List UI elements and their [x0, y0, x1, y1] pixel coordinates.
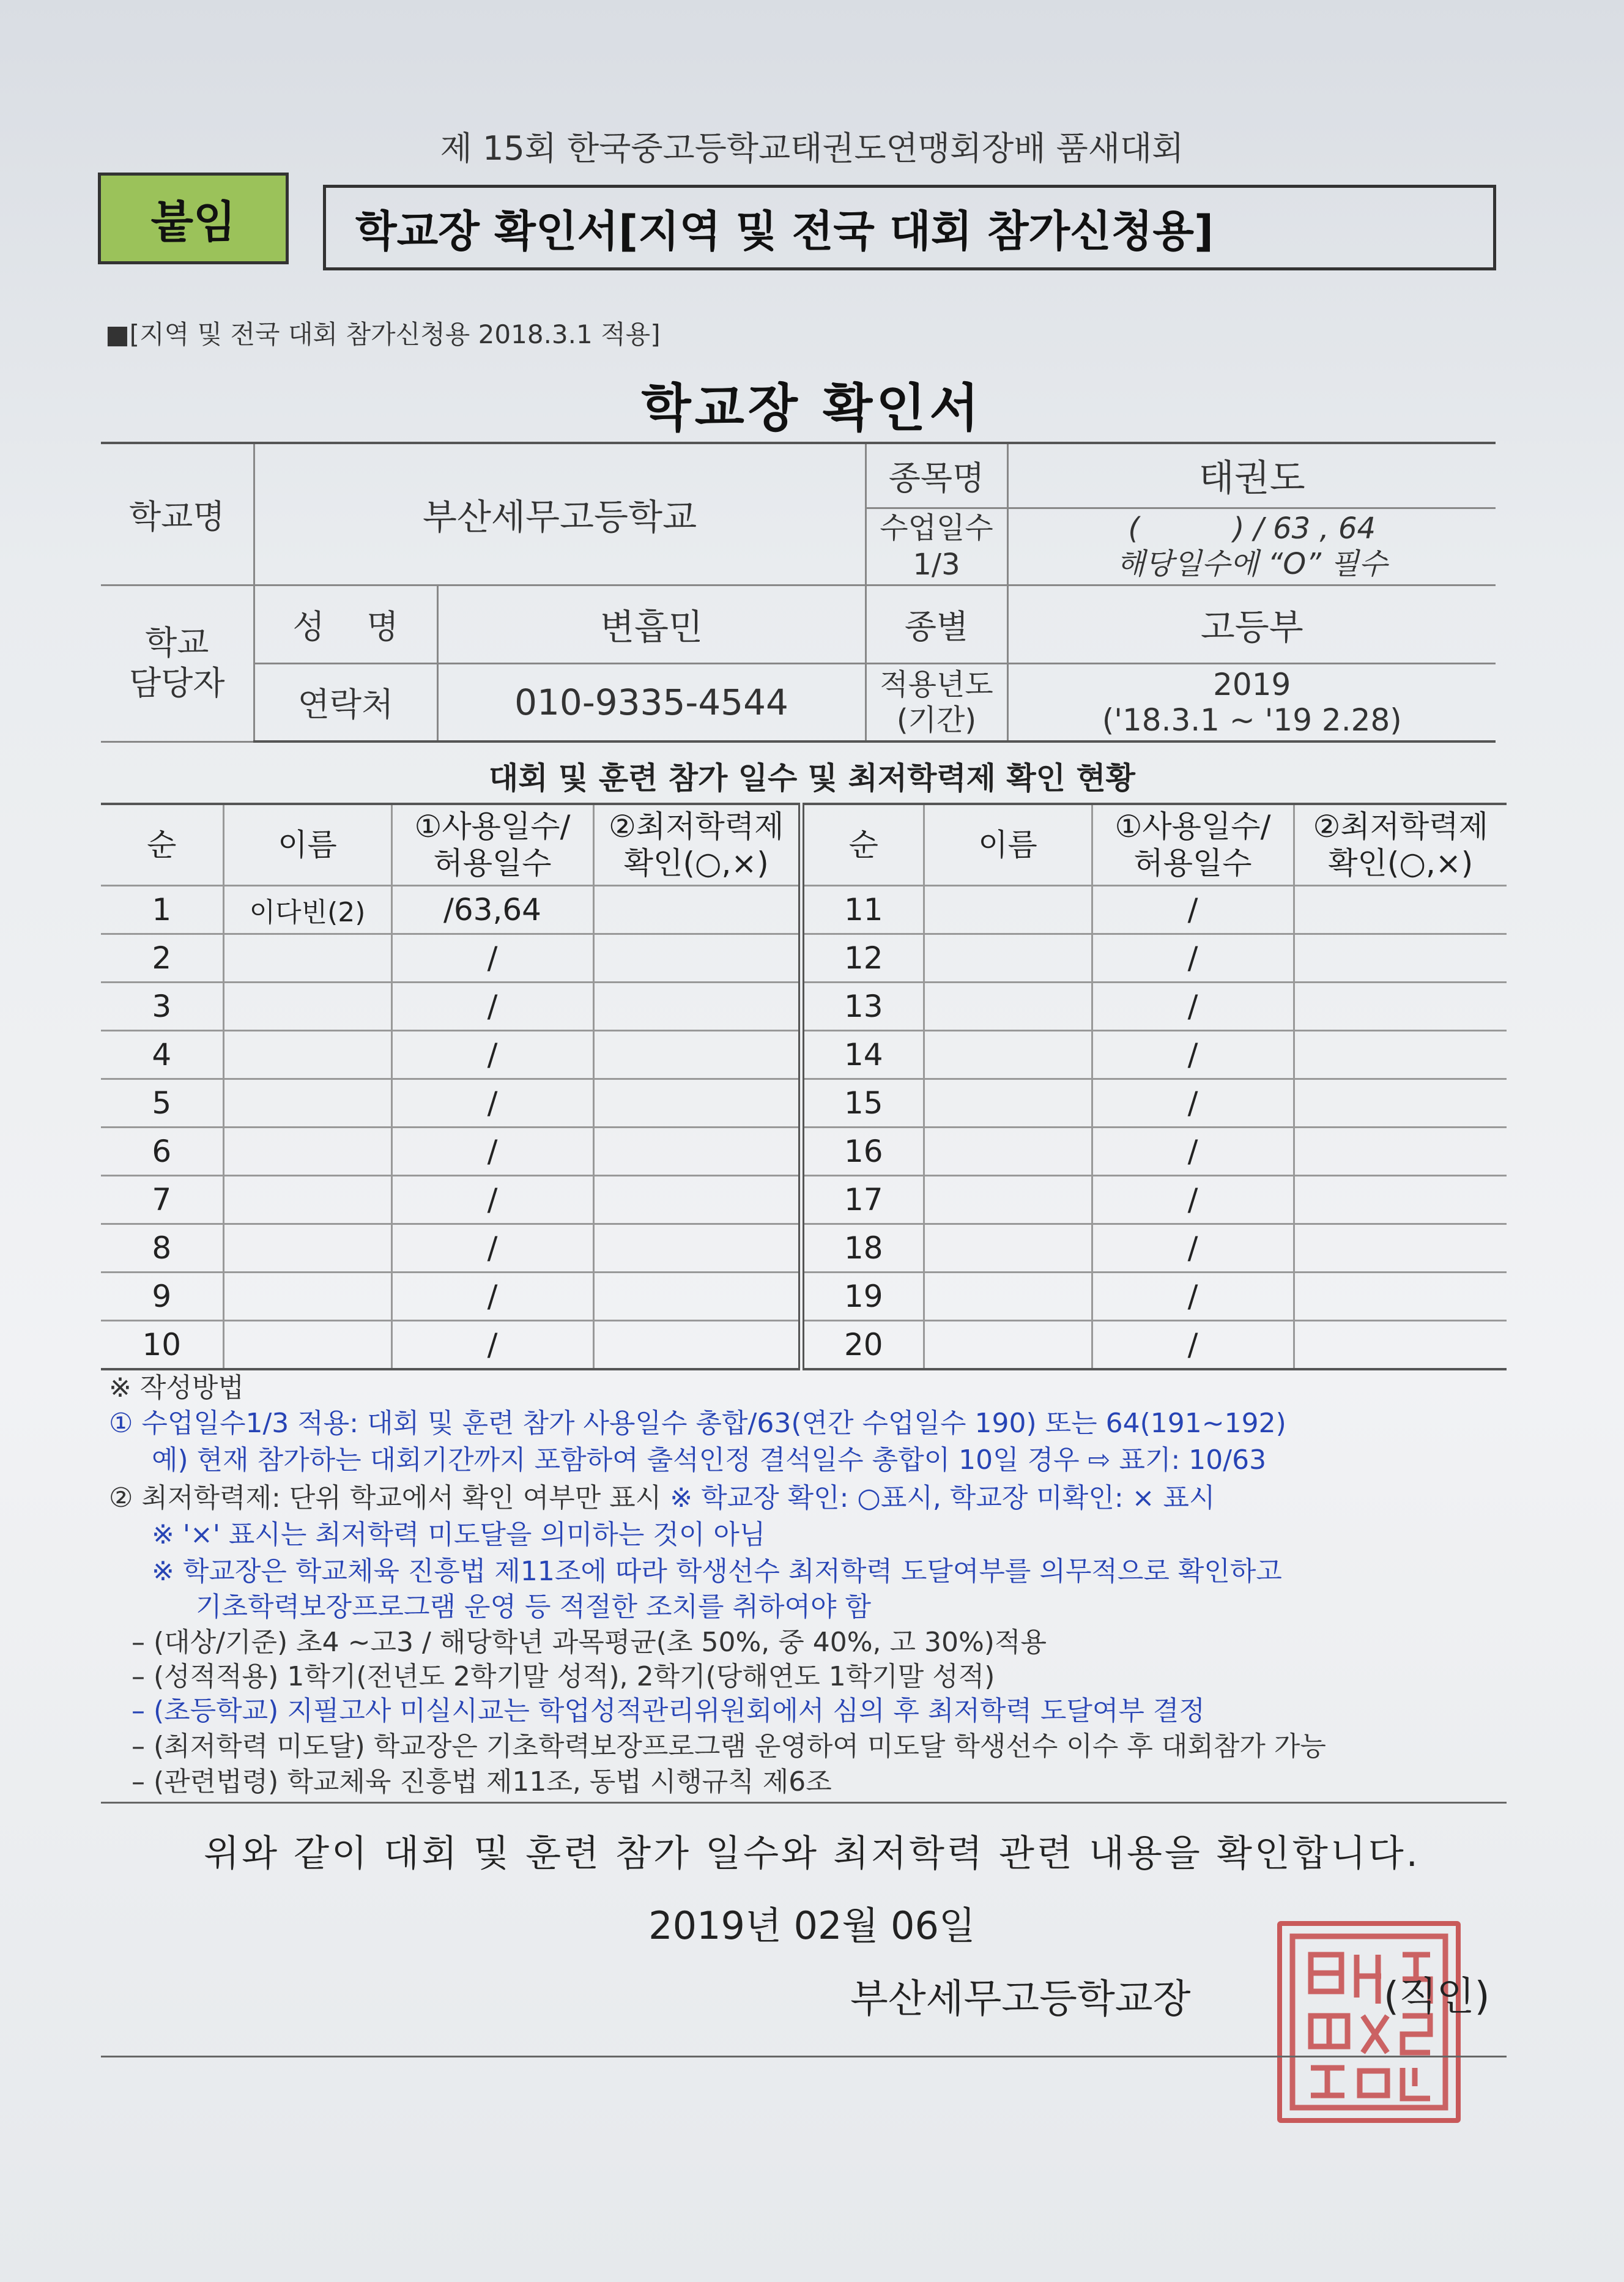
attachment-tag: 붙임: [98, 173, 289, 264]
col-days-right-l2: 허용일수: [1133, 846, 1252, 881]
roster-left-no-cell: 9: [101, 1273, 223, 1321]
roster-right-check-cell: [1294, 1224, 1507, 1273]
table-row: [101, 1273, 1507, 1321]
principal-name: 부산세무고등학교장: [850, 1977, 1191, 2022]
col-name: 이름: [223, 804, 391, 886]
roster-right-no-cell: 17: [801, 1176, 924, 1224]
roster-left-no-cell: 1: [101, 886, 223, 934]
roster-left-check-cell: [593, 1273, 801, 1321]
roster-left-check-cell: [593, 1224, 801, 1273]
roster-left-name-cell: [223, 983, 391, 1031]
roster-left-no-cell: 7: [101, 1176, 223, 1224]
class-days-note: 해당일수에 “O” 필수: [1116, 547, 1388, 581]
roster-right-name-cell: [924, 1031, 1092, 1079]
event-value: 태권도: [1007, 443, 1496, 508]
roster-right-days-cell: /: [1092, 934, 1294, 983]
col-check-right-l1: ②최저학력제: [1313, 809, 1488, 844]
instruction-line-4: ※ '×' 표시는 최저학력 미도달을 의미하는 것이 아님: [152, 1519, 766, 1550]
instruction-line-5: ※ 학교장은 학교체육 진흥법 제11조에 따라 학생선수 최저학력 도달여부를 의무적으로 확인하고: [152, 1556, 1282, 1587]
apply-year: 2019: [1213, 666, 1291, 702]
roster-left-days-cell: /: [391, 1031, 593, 1079]
division-label: 종별: [866, 585, 1007, 663]
document-title: 학교장 확인서: [641, 378, 983, 438]
applicability-note: ■[지역 및 전국 대회 참가신청용 2018.3.1 적용]: [105, 319, 661, 349]
roster-left-name-cell: [223, 1031, 391, 1079]
division-value: 고등부: [1007, 585, 1496, 663]
roster-left-name-cell: [223, 934, 391, 983]
roster-left-no-cell: 8: [101, 1224, 223, 1273]
col-days: [391, 804, 593, 886]
seal-label: (직인): [1384, 1974, 1490, 2020]
roster-right-no-cell: 15: [801, 1079, 924, 1128]
col-check: [593, 804, 801, 886]
roster-right-no-cell: 12: [801, 934, 924, 983]
roster-right-check-cell: [1294, 886, 1507, 934]
roster-right-check-cell: [1294, 1079, 1507, 1128]
roster-section-heading: 대회 및 훈련 참가 일수 및 최저학력제 확인 현황: [489, 760, 1135, 796]
roster-left-name-cell: [223, 1128, 391, 1176]
school-name-value: 부산세무고등학교: [254, 443, 866, 585]
col-days-right-l1: ①사용일수/: [1114, 809, 1271, 844]
roster-right-days-cell: /: [1092, 1273, 1294, 1321]
roster-left-no-cell: 5: [101, 1079, 223, 1128]
instruction-line-7: – (대상/기준) 초4 ~고3 / 해당학년 과목평균(초 50%, 중 40%, 고 30%)적용: [132, 1627, 1047, 1658]
divider-line: [101, 1802, 1507, 1804]
instruction-line-9: – (초등학교) 지필고사 미실시교는 학업성적관리위원회에서 심의 후 최저학력 도달여부 결정: [132, 1695, 1205, 1726]
table-row: [101, 1176, 1507, 1224]
roster-left-name-cell: [223, 1079, 391, 1128]
roster-right-no-cell: 14: [801, 1031, 924, 1079]
roster-left-days-cell: /: [391, 1273, 593, 1321]
roster-right-name-cell: [924, 1128, 1092, 1176]
contact-label: 연락처: [254, 663, 437, 741]
roster-left-no-cell: 10: [101, 1321, 223, 1370]
roster-right-name-cell: [924, 1273, 1092, 1321]
roster-right-days-cell: /: [1092, 1224, 1294, 1273]
bottom-line: [101, 2056, 1507, 2057]
roster-right-name-cell: [924, 1224, 1092, 1273]
roster-right-name-cell: [924, 1079, 1092, 1128]
col-check-right-l2: 확인(○,×): [1328, 846, 1474, 881]
roster-left-no-cell: 3: [101, 983, 223, 1031]
roster-right-name-cell: [924, 934, 1092, 983]
table-row: [101, 1079, 1507, 1128]
roster-right-check-cell: [1294, 934, 1507, 983]
col-days-l2: 허용일수: [433, 846, 552, 881]
instruction-line-3: [109, 1476, 1215, 1515]
roster-left-days-cell: /: [391, 1321, 593, 1370]
roster-right-name-cell: [924, 1321, 1092, 1370]
col-no: 순: [101, 804, 223, 886]
col-check-right: [1294, 804, 1507, 886]
roster-right-days-cell: /: [1092, 886, 1294, 934]
roster-right-check-cell: [1294, 1273, 1507, 1321]
col-days-right: [1092, 804, 1294, 886]
roster-left-days-cell: /: [391, 1224, 593, 1273]
roster-right-name-cell: [924, 1176, 1092, 1224]
official-seal-stamp: [1277, 1921, 1461, 2123]
school-info-table: [101, 442, 1496, 743]
manager-label: [101, 585, 254, 741]
col-name-right: 이름: [924, 804, 1092, 886]
table-row: [101, 886, 1507, 934]
roster-left-check-cell: [593, 983, 801, 1031]
roster-header-row: [101, 804, 1507, 886]
class-days-value: [1007, 508, 1496, 585]
confirmation-statement: 위와 같이 대회 및 훈련 참가 일수와 최저학력 관련 내용을 확인합니다.: [204, 1832, 1420, 1875]
school-name-label: 학교명: [101, 443, 254, 585]
roster-left-no-cell: 6: [101, 1128, 223, 1176]
roster-right-days-cell: /: [1092, 1321, 1294, 1370]
roster-left-check-cell: [593, 1031, 801, 1079]
manager-name-label: 성 명: [254, 585, 437, 663]
roster-left-check-cell: [593, 886, 801, 934]
instruction-line-11: – (관련법령) 학교체육 진흥법 제11조, 동법 시행규칙 제6조: [132, 1766, 832, 1797]
roster-left-days-cell: /63,64: [391, 886, 593, 934]
instruction-line-3b: ※ 학교장 확인: ○표시, 학교장 미확인: × 표시: [670, 1482, 1215, 1514]
roster-left-name-cell: 이다빈(2): [223, 886, 391, 934]
apply-year-value: [1007, 663, 1496, 741]
roster-right-check-cell: [1294, 983, 1507, 1031]
instruction-line-3a: ② 최저학력제: 단위 학교에서 확인 여부만 표시: [109, 1482, 662, 1514]
apply-year-label-line1: 적용년도: [880, 667, 993, 702]
apply-period: ('18.3.1 ~ '19 2.28): [1102, 702, 1402, 738]
instruction-line-8: – (성적적용) 1학기(전년도 2학기말 성적), 2학기(당해연도 1학기말 성적): [132, 1661, 995, 1692]
roster-left-name-cell: [223, 1176, 391, 1224]
instruction-line-6: 기초학력보장프로그램 운영 등 적절한 조치를 취하여야 함: [196, 1591, 872, 1622]
roster-left-check-cell: [593, 934, 801, 983]
roster-right-check-cell: [1294, 1176, 1507, 1224]
roster-left-no-cell: 4: [101, 1031, 223, 1079]
instruction-line-2: 예) 현재 참가하는 대회기간까지 포함하여 출석인정 결석일수 총합이 10일 경우 ⇨ 표기: 10/63: [152, 1444, 1267, 1476]
class-days-label: [866, 508, 1007, 585]
roster-left-name-cell: [223, 1273, 391, 1321]
apply-year-label: [866, 663, 1007, 741]
roster-right-days-cell: /: [1092, 1031, 1294, 1079]
roster-left-name-cell: [223, 1224, 391, 1273]
roster-left-name-cell: [223, 1321, 391, 1370]
roster-left-days-cell: /: [391, 1176, 593, 1224]
roster-left-check-cell: [593, 1176, 801, 1224]
class-days-label-line1: 수업일수: [880, 511, 993, 545]
roster-left-days-cell: /: [391, 934, 593, 983]
col-check-l2: 확인(○,×): [623, 846, 769, 881]
contest-title: 제 15회 한국중고등학교태권도연맹회장배 품새대회: [440, 129, 1184, 168]
roster-right-check-cell: [1294, 1321, 1507, 1370]
class-days-fraction: ( ) / 63 , 64: [1128, 511, 1376, 546]
roster-left-days-cell: /: [391, 983, 593, 1031]
roster-right-no-cell: 19: [801, 1273, 924, 1321]
manager-name-value: 변흡민: [437, 585, 866, 663]
roster-right-check-cell: [1294, 1031, 1507, 1079]
roster-left-days-cell: /: [391, 1128, 593, 1176]
form-heading: [323, 185, 1496, 270]
roster-right-no-cell: 16: [801, 1128, 924, 1176]
roster-left-no-cell: 2: [101, 934, 223, 983]
confirmation-date: 2019년 02월 06일: [648, 1903, 976, 1948]
manager-label-line2: 담당자: [129, 664, 225, 702]
table-row: [101, 1321, 1507, 1370]
roster-right-check-cell: [1294, 1128, 1507, 1176]
roster-right-days-cell: /: [1092, 1176, 1294, 1224]
table-row: [101, 983, 1507, 1031]
roster-right-name-cell: [924, 983, 1092, 1031]
roster-left-check-cell: [593, 1321, 801, 1370]
roster-right-days-cell: /: [1092, 1128, 1294, 1176]
col-days-l1: ①사용일수/: [414, 809, 571, 844]
roster-left-check-cell: [593, 1079, 801, 1128]
table-row: [101, 1224, 1507, 1273]
form-heading-text: 학교장 확인서[지역 및 전국 대회 참가신청용]: [355, 206, 1214, 256]
table-row: [101, 1031, 1507, 1079]
roster-right-days-cell: /: [1092, 1079, 1294, 1128]
instructions-title: ※ 작성방법: [109, 1372, 244, 1403]
class-days-label-line2: 1/3: [913, 548, 960, 582]
roster-right-name-cell: [924, 886, 1092, 934]
instruction-line-10: – (최저학력 미도달) 학교장은 기초학력보장프로그램 운영하여 미도달 학생선수 이수 후 대회참가 가능: [132, 1731, 1326, 1762]
roster-left-check-cell: [593, 1128, 801, 1176]
col-check-l1: ②최저학력제: [609, 809, 784, 844]
roster-right-days-cell: /: [1092, 983, 1294, 1031]
table-row: [101, 1128, 1507, 1176]
manager-label-line1: 학교: [145, 623, 209, 662]
seal-pattern-icon: [1286, 1930, 1452, 2114]
roster-right-no-cell: 18: [801, 1224, 924, 1273]
roster-right-no-cell: 11: [801, 886, 924, 934]
instruction-line-1: ① 수업일수1/3 적용: 대회 및 훈련 참가 사용일수 총합/63(연간 수업일수 190) 또는 64(191~192): [109, 1408, 1286, 1439]
col-no-right: 순: [801, 804, 924, 886]
apply-year-label-line2: (기간): [896, 702, 977, 737]
participant-roster-table: [101, 803, 1507, 1370]
event-label: 종목명: [866, 443, 1007, 508]
contact-value: 010-9335-4544: [437, 663, 866, 741]
roster-right-no-cell: 20: [801, 1321, 924, 1370]
roster-left-days-cell: /: [391, 1079, 593, 1128]
table-row: [101, 934, 1507, 983]
roster-right-no-cell: 13: [801, 983, 924, 1031]
